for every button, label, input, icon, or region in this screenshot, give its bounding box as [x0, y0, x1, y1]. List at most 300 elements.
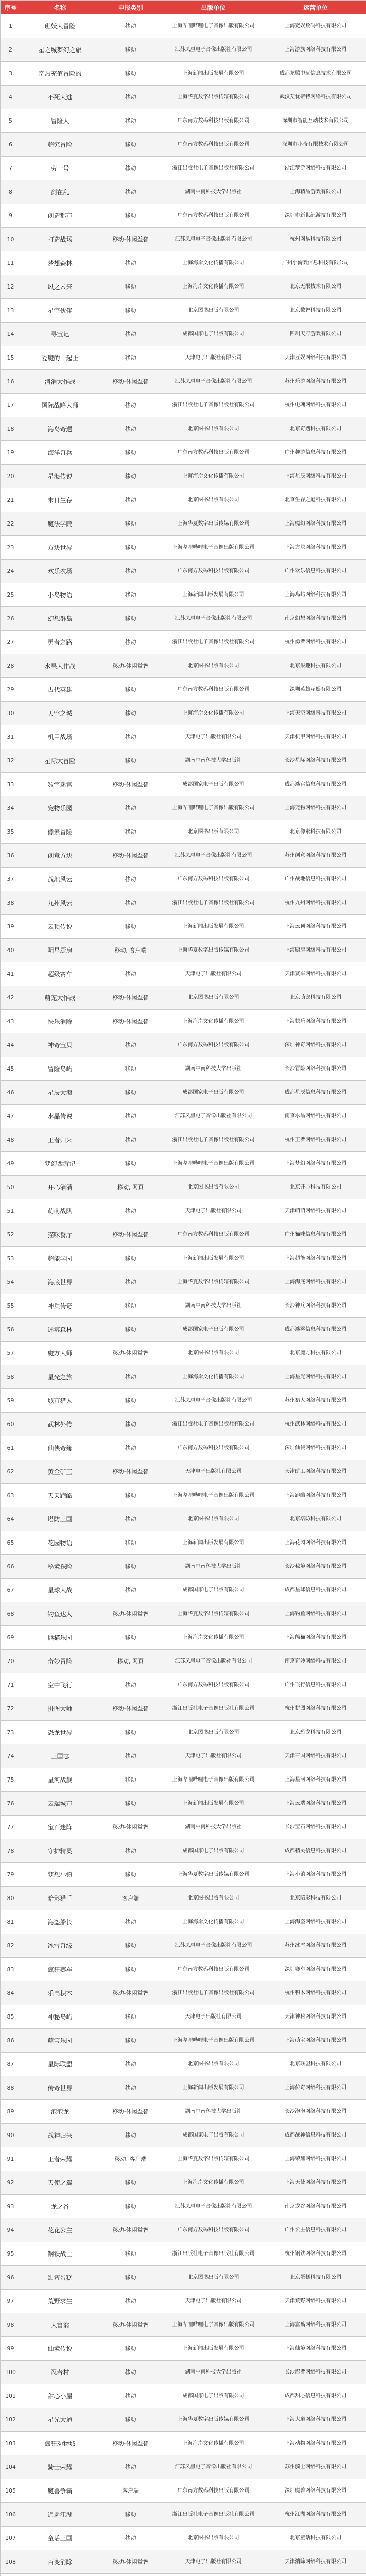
- cell-category: 移动: [99, 275, 162, 299]
- cell-operator: 深圳赛车网络科技有限公司: [265, 1958, 366, 1981]
- table-row: [1, 2408, 366, 2432]
- cell-operator: 上海大道网络科技有限公司: [265, 2408, 366, 2432]
- cell-serial: 29: [1, 678, 21, 702]
- cell-category: 移动: [99, 1128, 162, 1152]
- cell-category: 移动: [99, 1081, 162, 1105]
- cell-name: 宠物乐园: [21, 796, 99, 820]
- cell-publisher: 北京图书出版有限公司: [162, 986, 265, 1010]
- cell-operator: 天津互娱网络科技有限公司: [265, 346, 366, 370]
- cell-serial: 36: [1, 844, 21, 868]
- table-row: [1, 725, 366, 749]
- cell-category: 移动: [99, 1626, 162, 1650]
- cell-name: 黄金矿工: [21, 1460, 99, 1484]
- cell-name: 神奇宝贝: [21, 1033, 99, 1057]
- cell-publisher: 广东南方数码科技出版有限公司: [162, 204, 265, 228]
- cell-name: 荒野求生: [21, 2290, 99, 2313]
- cell-operator: 上海游族网络科技有限公司: [265, 38, 366, 62]
- cell-publisher: 北京图书出版有限公司: [162, 820, 265, 844]
- cell-publisher: 上海新闻出版发展有限公司: [162, 915, 265, 939]
- cell-category: 移动: [99, 1507, 162, 1531]
- table-row: [1, 251, 366, 275]
- table-row: [1, 1744, 366, 1768]
- table-row: [1, 1816, 366, 1839]
- header-category: 申报类别: [99, 1, 162, 14]
- cell-name: 花花公主: [21, 2218, 99, 2242]
- cell-name: 寻宝记: [21, 323, 99, 346]
- cell-category: 移动: [99, 512, 162, 536]
- cell-category: 移动: [99, 2124, 162, 2147]
- table-row: [1, 868, 366, 891]
- cell-operator: 南京幻想网络科技有限公司: [265, 607, 366, 631]
- cell-name: 战地风云: [21, 868, 99, 891]
- cell-operator: 长沙冒险网络科技有限公司: [265, 1057, 366, 1081]
- cell-name: 忍者村: [21, 2361, 99, 2384]
- table-row: [1, 2361, 366, 2384]
- cell-category: 移动: [99, 2053, 162, 2076]
- cell-name: 水晶传说: [21, 1105, 99, 1128]
- cell-category: 移动-休闲益智: [99, 654, 162, 678]
- cell-serial: 72: [1, 1697, 21, 1721]
- cell-name: 云顶传说: [21, 915, 99, 939]
- cell-publisher: 成都国家电子出版有限公司: [162, 773, 265, 796]
- cell-serial: 108: [1, 2550, 21, 2574]
- cell-operator: 杭州拼图网络科技有限公司: [265, 1697, 366, 1721]
- cell-operator: 广州猫咪信息科技有限公司: [265, 1223, 366, 1247]
- cell-publisher: 上海海岸文化传播有限公司: [162, 1365, 265, 1389]
- table-row: [1, 2455, 366, 2479]
- header-serial: 序号: [1, 1, 21, 14]
- table-row: [1, 2005, 366, 2029]
- table-row: [1, 2527, 366, 2550]
- table-row: [1, 370, 366, 394]
- cell-operator: 成都精灵信息科技有限公司: [265, 1839, 366, 1863]
- cell-publisher: 上海海岸文化传播有限公司: [162, 1626, 265, 1650]
- table-row: [1, 2147, 366, 2171]
- table-row: [1, 2076, 366, 2100]
- table-row: [1, 1105, 366, 1128]
- cell-operator: 北京数智科技有限公司: [265, 299, 366, 323]
- cell-serial: 47: [1, 1105, 21, 1128]
- cell-serial: 15: [1, 346, 21, 370]
- cell-publisher: 广东南方数码科技出版有限公司: [162, 1033, 265, 1057]
- cell-serial: 1: [1, 14, 21, 38]
- cell-operator: 上海超能网络科技有限公司: [265, 1247, 366, 1270]
- cell-publisher: 浙江出版社电子音像出版社有限公司: [162, 631, 265, 654]
- cell-name: 小岛物语: [21, 583, 99, 607]
- cell-name: 仙侠奇缘: [21, 1436, 99, 1460]
- cell-serial: 106: [1, 2503, 21, 2527]
- cell-name: 国际战略大师: [21, 394, 99, 417]
- table-row: [1, 1910, 366, 1934]
- cell-serial: 74: [1, 1744, 21, 1768]
- cell-name: 海洋奇兵: [21, 441, 99, 465]
- cell-category: 移动-休闲益智: [99, 1223, 162, 1247]
- cell-operator: 杭州网易科技有限公司: [265, 228, 366, 251]
- table-row: [1, 962, 366, 986]
- cell-operator: 上海天使网络科技有限公司: [265, 2171, 366, 2195]
- cell-publisher: 广东南方数码科技出版有限公司: [162, 441, 265, 465]
- cell-category: 移动-休闲益智: [99, 1010, 162, 1033]
- cell-serial: 107: [1, 2527, 21, 2550]
- cell-category: 移动: [99, 86, 162, 109]
- cell-publisher: 上海哔哩哔哩电子音像出版有限公司: [162, 1768, 265, 1792]
- table-row: [1, 2337, 366, 2361]
- cell-serial: 55: [1, 1294, 21, 1318]
- cell-operator: 杭州勇者网络科技有限公司: [265, 631, 366, 654]
- cell-publisher: 成都国家电子出版有限公司: [162, 1579, 265, 1602]
- cell-publisher: 浙江出版社电子音像出版社有限公司: [162, 157, 265, 180]
- cell-category: 移动: [99, 1934, 162, 1958]
- cell-category: 移动-休闲益智: [99, 1816, 162, 1839]
- cell-serial: 79: [1, 1863, 21, 1887]
- cell-serial: 28: [1, 654, 21, 678]
- cell-operator: 天津三国网络科技有限公司: [265, 1744, 366, 1768]
- table-row: [1, 1863, 366, 1887]
- table-row: [1, 394, 366, 417]
- table-row: [1, 2266, 366, 2290]
- cell-operator: 上海萌宝网络科技有限公司: [265, 2029, 366, 2053]
- table-row: [1, 133, 366, 157]
- cell-name: 天使之翼: [21, 2171, 99, 2195]
- table-row: [1, 939, 366, 962]
- cell-operator: 广州战地信息科技有限公司: [265, 868, 366, 891]
- cell-operator: 北京塔防科技有限公司: [265, 1507, 366, 1531]
- cell-publisher: 湖南中南科技大学出版社: [162, 1816, 265, 1839]
- cell-name: 钓鱼达人: [21, 1602, 99, 1626]
- cell-publisher: 浙江出版社电子音像出版社有限公司: [162, 1981, 265, 2005]
- cell-name: 王者归来: [21, 1128, 99, 1152]
- cell-name: 钢铁战士: [21, 2242, 99, 2266]
- cell-operator: 上海方块网络科技有限公司: [265, 536, 366, 560]
- cell-operator: 北京童话科技有限公司: [265, 2527, 366, 2550]
- cell-publisher: 北京图书出版有限公司: [162, 1342, 265, 1365]
- table-row: [1, 1460, 366, 1484]
- cell-name: 萌宝乐园: [21, 2029, 99, 2053]
- cell-operator: 苏州骑士网络科技有限公司: [265, 2455, 366, 2479]
- table-row: [1, 631, 366, 654]
- cell-publisher: 上海海岸文化传播有限公司: [162, 275, 265, 299]
- table-row: [1, 1365, 366, 1389]
- cell-operator: 北京奇遇科技有限公司: [265, 417, 366, 441]
- cell-publisher: 浙江出版社电子音像出版社有限公司: [162, 1697, 265, 1721]
- table-row: [1, 1697, 366, 1721]
- cell-category: 移动: [99, 204, 162, 228]
- cell-operator: 广州小游戏信息科技有限公司: [265, 251, 366, 275]
- cell-serial: 71: [1, 1673, 21, 1697]
- cell-serial: 34: [1, 796, 21, 820]
- cell-name: 星际联盟: [21, 2053, 99, 2076]
- cell-name: 塔防三国: [21, 1507, 99, 1531]
- cell-operator: 成都甜心信息科技有限公司: [265, 2384, 366, 2408]
- table-row: [1, 1318, 366, 1342]
- cell-name: 城市猎人: [21, 1389, 99, 1413]
- cell-serial: 3: [1, 62, 21, 86]
- cell-category: 移动, 网页: [99, 1650, 162, 1673]
- cell-serial: 87: [1, 2053, 21, 2076]
- cell-publisher: 广东南方数码科技出版有限公司: [162, 1436, 265, 1460]
- cell-operator: 北京果趣科技有限公司: [265, 654, 366, 678]
- cell-operator: 深圳神奇网络科技有限公司: [265, 1033, 366, 1057]
- table-row: [1, 2124, 366, 2147]
- cell-serial: 17: [1, 394, 21, 417]
- table-row: [1, 796, 366, 820]
- cell-publisher: 上海新闻出版发展有限公司: [162, 583, 265, 607]
- cell-serial: 73: [1, 1721, 21, 1744]
- table-row: [1, 1507, 366, 1531]
- cell-publisher: 天津电子出版社有限公司: [162, 1199, 265, 1223]
- header-name: 名称: [21, 1, 99, 14]
- cell-serial: 42: [1, 986, 21, 1010]
- cell-name: 超究冒险: [21, 133, 99, 157]
- cell-name: 星之城梦幻之旅: [21, 38, 99, 62]
- cell-publisher: 上海哔哩哔哩电子音像出版有限公司: [162, 1484, 265, 1507]
- cell-category: 移动: [99, 2171, 162, 2195]
- cell-publisher: 北京图书出版有限公司: [162, 488, 265, 512]
- cell-serial: 102: [1, 2408, 21, 2432]
- cell-serial: 9: [1, 204, 21, 228]
- cell-name: 甜心小屋: [21, 2384, 99, 2408]
- cell-publisher: 天津电子出版社有限公司: [162, 1460, 265, 1484]
- cell-serial: 93: [1, 2195, 21, 2218]
- cell-operator: 成都迷雾信息科技有限公司: [265, 1318, 366, 1342]
- cell-name: 泡泡龙: [21, 2100, 99, 2124]
- cell-category: 移动-休闲益智: [99, 2218, 162, 2242]
- table-row: [1, 1436, 366, 1460]
- cell-category: 移动: [99, 323, 162, 346]
- table-row: [1, 2550, 366, 2574]
- cell-publisher: 江苏凤凰电子音像出版社有限公司: [162, 228, 265, 251]
- table-row: [1, 702, 366, 725]
- cell-publisher: 江苏凤凰电子音像出版社有限公司: [162, 2455, 265, 2479]
- cell-serial: 14: [1, 323, 21, 346]
- cell-operator: 北京萌宠科技有限公司: [265, 986, 366, 1010]
- cell-publisher: 湖南中南科技大学出版社: [162, 1057, 265, 1081]
- table-row: [1, 465, 366, 488]
- cell-operator: 上海宽娱数码科技有限公司: [265, 14, 366, 38]
- cell-serial: 45: [1, 1057, 21, 1081]
- cell-operator: [265, 2574, 366, 2576]
- cell-name: 战神归来: [21, 2124, 99, 2147]
- cell-publisher: 浙江出版社电子音像出版社有限公司: [162, 394, 265, 417]
- cell-name: 王者荣耀: [21, 2147, 99, 2171]
- cell-publisher: 广东南方数码科技出版有限公司: [162, 133, 265, 157]
- table-row: [1, 1839, 366, 1863]
- cell-name: 百变消除: [21, 2550, 99, 2574]
- cell-category: 移动: [99, 725, 162, 749]
- cell-serial: 70: [1, 1650, 21, 1673]
- cell-serial: 4: [1, 86, 21, 109]
- cell-operator: 成都迷宫信息科技有限公司: [265, 773, 366, 796]
- cell-serial: 25: [1, 583, 21, 607]
- cell-category: 移动: [99, 2195, 162, 2218]
- cell-operator: 上海海盗网络科技有限公司: [265, 1910, 366, 1934]
- cell-name: 古代英雄: [21, 678, 99, 702]
- cell-category: 移动-休闲益智: [99, 2100, 162, 2124]
- cell-category: 移动: [99, 607, 162, 631]
- cell-name: 武林外传: [21, 1413, 99, 1436]
- cell-publisher: 上海哔哩哔哩电子音像出版有限公司: [162, 796, 265, 820]
- cell-name: 冒险人: [21, 109, 99, 133]
- cell-serial: 78: [1, 1839, 21, 1863]
- cell-name: 星空伙伴: [21, 299, 99, 323]
- cell-serial: 24: [1, 560, 21, 583]
- cell-publisher: 北京图书出版有限公司: [162, 2527, 265, 2550]
- cell-operator: 天津消除网络科技有限公司: [265, 2550, 366, 2574]
- cell-publisher: 浙江出版社电子音像出版社有限公司: [162, 1128, 265, 1152]
- cell-operator: 苏州乐游网络科技有限公司: [265, 370, 366, 394]
- cell-name: 快乐消除: [21, 1010, 99, 1033]
- cell-publisher: 天津电子出版社有限公司: [162, 725, 265, 749]
- cell-publisher: 湖南中南科技大学出版社: [162, 1555, 265, 1579]
- table-row: [1, 14, 366, 38]
- cell-serial: 56: [1, 1318, 21, 1342]
- cell-serial: 48: [1, 1128, 21, 1152]
- cell-category: [99, 2574, 162, 2576]
- cell-publisher: 成都国家电子出版有限公司: [162, 1318, 265, 1342]
- cell-category: 移动: [99, 488, 162, 512]
- cell-name: 秘境探险: [21, 1555, 99, 1579]
- cell-category: 移动: [99, 1910, 162, 1934]
- cell-name: 奇热充值冒险的: [21, 62, 99, 86]
- cell-publisher: 广东南方数码科技出版有限公司: [162, 2218, 265, 2242]
- cell-name: 星球大战: [21, 1579, 99, 1602]
- cell-name: 花园物语: [21, 1531, 99, 1555]
- cell-operator: 上海荣耀网络科技有限公司: [265, 2147, 366, 2171]
- cell-publisher: 北京图书出版有限公司: [162, 2053, 265, 2076]
- cell-operator: 长沙泡泡网络科技有限公司: [265, 2100, 366, 2124]
- cell-serial: 64: [1, 1507, 21, 1531]
- cell-operator: 上海钓鱼网络科技有限公司: [265, 1602, 366, 1626]
- table-row: [1, 2313, 366, 2337]
- cell-operator: 北京暗影科技有限公司: [265, 1887, 366, 1910]
- table-row: [1, 1128, 366, 1152]
- cell-publisher: 湖南中南科技大学出版社: [162, 1294, 265, 1318]
- cell-name: 星光之旅: [21, 1365, 99, 1389]
- cell-category: 移动-休闲益智: [99, 844, 162, 868]
- cell-category: 移动: [99, 1744, 162, 1768]
- table-row: [1, 1602, 366, 1626]
- cell-name: 宝石迷阵: [21, 1816, 99, 1839]
- cell-operator: 深圳市智能互动技术有限公司: [265, 109, 366, 133]
- cell-category: 移动-休闲益智: [99, 1460, 162, 1484]
- table-row: [1, 1958, 366, 1981]
- cell-operator: 上海传奇网络科技有限公司: [265, 2076, 366, 2100]
- cell-operator: 广州欢乐信息科技有限公司: [265, 560, 366, 583]
- cell-publisher: 上海海岸文化传播有限公司: [162, 1910, 265, 1934]
- cell-publisher: 上海新闻出版发展有限公司: [162, 62, 265, 86]
- cell-publisher: 上海华夏数字出版传媒有限公司: [162, 939, 265, 962]
- cell-category: 移动-休闲益智: [99, 2550, 162, 2574]
- cell-name: 神秘岛屿: [21, 2005, 99, 2029]
- cell-operator: 武汉艾优帝特网络科技有限公司: [265, 86, 366, 109]
- table-row: [1, 2053, 366, 2076]
- cell-category: 移动: [99, 2266, 162, 2290]
- cell-category: 移动, 客户端: [99, 2147, 162, 2171]
- cell-operator: 成都战神信息科技有限公司: [265, 2124, 366, 2147]
- table-row: [1, 1199, 366, 1223]
- cell-category: 移动: [99, 180, 162, 204]
- cell-category: 移动: [99, 109, 162, 133]
- cell-name: 星光大道: [21, 2408, 99, 2432]
- cell-publisher: 上海哔哩哔哩电子音像出版有限公司: [162, 2029, 265, 2053]
- cell-publisher: 广东南方数码科技出版有限公司: [162, 868, 265, 891]
- table-row: [1, 2290, 366, 2313]
- table-row: [1, 820, 366, 844]
- cell-name: 冰雪奇缘: [21, 1934, 99, 1958]
- table-row: [1, 2242, 366, 2266]
- cell-category: 移动-休闲益智: [99, 773, 162, 796]
- cell-serial: 20: [1, 465, 21, 488]
- cell-name: 劳一号: [21, 157, 99, 180]
- cell-publisher: 上海华夏数字出版传媒有限公司: [162, 2408, 265, 2432]
- cell-name: 风之未来: [21, 275, 99, 299]
- cell-serial: 19: [1, 441, 21, 465]
- table-row: [1, 1294, 366, 1318]
- cell-name: 数字迷宫: [21, 773, 99, 796]
- cell-operator: 广州公主信息科技有限公司: [265, 2218, 366, 2242]
- cell-category: 移动, 客户端: [99, 939, 162, 962]
- cell-serial: 58: [1, 1365, 21, 1389]
- cell-serial: 40: [1, 939, 21, 962]
- cell-name: 恐龙世界: [21, 1721, 99, 1744]
- table-row: [1, 1934, 366, 1958]
- cell-operator: 上海花园网络科技有限公司: [265, 1531, 366, 1555]
- cell-serial: 10: [1, 228, 21, 251]
- cell-serial: 33: [1, 773, 21, 796]
- cell-category: 移动: [99, 1152, 162, 1176]
- cell-category: 移动: [99, 915, 162, 939]
- cell-serial: 75: [1, 1768, 21, 1792]
- cell-category: 移动-休闲益智: [99, 1697, 162, 1721]
- cell-operator: 广州飞行信息科技有限公司: [265, 1673, 366, 1697]
- cell-serial: 103: [1, 2432, 21, 2455]
- cell-name: 魔法学院: [21, 512, 99, 536]
- cell-category: 移动: [99, 394, 162, 417]
- cell-publisher: 上海海岸文化传播有限公司: [162, 2432, 265, 2455]
- cell-operator: 天津赛车网络科技有限公司: [265, 962, 366, 986]
- cell-category: 移动: [99, 346, 162, 370]
- cell-publisher: 天津电子出版社有限公司: [162, 962, 265, 986]
- cell-serial: 22: [1, 512, 21, 536]
- cell-publisher: 广东南方数码科技出版有限公司: [162, 1673, 265, 1697]
- table-row: [1, 654, 366, 678]
- cell-operator: 四川天府游戏有限公司: [265, 323, 366, 346]
- cell-category: 移动: [99, 1673, 162, 1697]
- cell-name: 魔兽争霸: [21, 2479, 99, 2503]
- cell-serial: 26: [1, 607, 21, 631]
- table-body: [1, 14, 366, 2576]
- cell-serial: 85: [1, 2005, 21, 2029]
- cell-operator: 上海云顶网络科技有限公司: [265, 915, 366, 939]
- cell-operator: 长沙忍者网络科技有限公司: [265, 2361, 366, 2384]
- table-row: [1, 1555, 366, 1579]
- table-row: [1, 1247, 366, 1270]
- cell-name: 像素冒险: [21, 820, 99, 844]
- table-row: [1, 749, 366, 773]
- cell-publisher: 广东南方数码科技出版有限公司: [162, 560, 265, 583]
- cell-operator: 上海天空网络科技有限公司: [265, 702, 366, 725]
- table-row: [1, 1484, 366, 1507]
- cell-category: 移动: [99, 1863, 162, 1887]
- cell-operator: 上海岛屿网络科技有限公司: [265, 583, 366, 607]
- cell-serial: 49: [1, 1152, 21, 1176]
- table-row: [1, 2100, 366, 2124]
- table-row: [1, 275, 366, 299]
- cell-serial: 80: [1, 1887, 21, 1910]
- cell-operator: 苏州冰雪网络科技有限公司: [265, 1934, 366, 1958]
- cell-serial: 12: [1, 275, 21, 299]
- cell-operator: 上海云端网络科技有限公司: [265, 1792, 366, 1816]
